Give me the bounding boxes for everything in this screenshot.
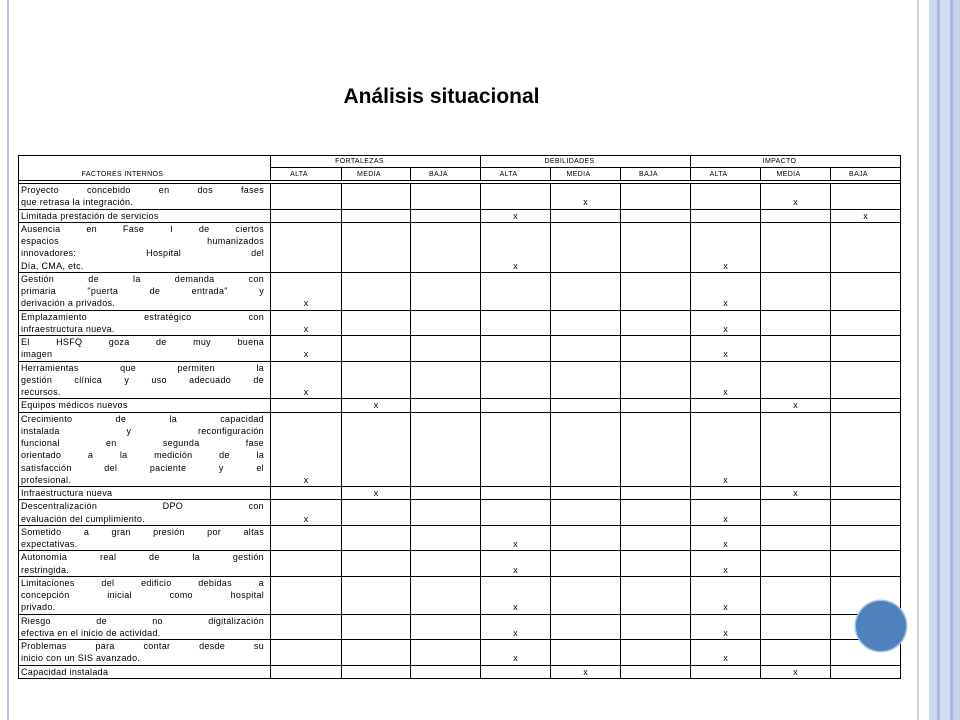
factor-text-line: Día, CMA, etc.	[21, 260, 84, 271]
group-header-fortalezas: FORTALEZAS	[271, 156, 481, 168]
rating-cell-fortalezas-alta	[271, 640, 342, 666]
rating-cell-impacto-baja	[831, 272, 901, 310]
rating-cell-debilidades-baja	[621, 222, 691, 272]
factor-row	[19, 640, 901, 666]
rating-cell-fortalezas-media	[342, 272, 411, 310]
rating-cell-debilidades-alta: x	[481, 614, 551, 640]
factor-row	[19, 614, 901, 640]
factor-row	[19, 272, 901, 310]
rating-cell-debilidades-media	[551, 487, 621, 500]
factor-cell	[19, 361, 271, 399]
rating-cell-impacto-alta: x	[691, 640, 761, 666]
rating-cell-fortalezas-media	[342, 576, 411, 614]
rating-cell-impacto-alta: x	[691, 551, 761, 577]
level-header-fortalezas-baja: BAJA	[411, 168, 481, 181]
rating-cell-debilidades-baja	[621, 640, 691, 666]
rating-cell-debilidades-media	[551, 412, 621, 487]
rating-cell-impacto-alta: x	[691, 222, 761, 272]
rating-cell-impacto-baja	[831, 525, 901, 551]
rating-cell-debilidades-baja	[621, 487, 691, 500]
factor-row	[19, 412, 901, 487]
rating-cell-fortalezas-baja	[411, 576, 481, 614]
rating-cell-impacto-baja	[831, 500, 901, 526]
level-header-debilidades-alta: ALTA	[481, 168, 551, 181]
rating-cell-debilidades-baja	[621, 209, 691, 222]
rating-cell-debilidades-media	[551, 310, 621, 336]
factor-cell	[19, 310, 271, 336]
rating-cell-debilidades-alta	[481, 361, 551, 399]
rating-cell-fortalezas-baja	[411, 614, 481, 640]
factor-text-line: efectiva en el inicio de actividad.	[21, 627, 161, 638]
rating-cell-fortalezas-media	[342, 310, 411, 336]
rating-cell-impacto-alta: x	[691, 500, 761, 526]
factor-text-line: Sometido a gran presión por altas	[21, 526, 264, 537]
factor-row	[19, 525, 901, 551]
rating-cell-impacto-baja	[831, 399, 901, 412]
rating-cell-fortalezas-baja	[411, 310, 481, 336]
rating-cell-impacto-media	[761, 640, 831, 666]
factor-text-line: Limitada prestación de servicios	[21, 210, 159, 221]
rating-cell-debilidades-baja	[621, 184, 691, 210]
rating-cell-impacto-alta	[691, 487, 761, 500]
rating-cell-debilidades-alta	[481, 272, 551, 310]
factor-text-line: Equipos médicos nuevos	[21, 400, 128, 411]
factor-cell	[19, 576, 271, 614]
rating-cell-debilidades-media	[551, 272, 621, 310]
factor-row	[19, 665, 901, 678]
rating-cell-fortalezas-media	[342, 525, 411, 551]
rating-cell-debilidades-media	[551, 614, 621, 640]
rating-cell-fortalezas-alta: x	[271, 336, 342, 362]
level-header-fortalezas-media: MEDIA	[342, 168, 411, 181]
rating-cell-fortalezas-alta	[271, 487, 342, 500]
rating-cell-debilidades-alta	[481, 665, 551, 678]
rating-cell-debilidades-media	[551, 500, 621, 526]
factor-cell	[19, 222, 271, 272]
rating-cell-fortalezas-baja	[411, 272, 481, 310]
factor-cell	[19, 336, 271, 362]
rating-cell-fortalezas-baja	[411, 500, 481, 526]
factor-row	[19, 209, 901, 222]
factor-text-line: gestión clínica y uso adecuado de	[21, 374, 264, 385]
rating-cell-debilidades-media	[551, 209, 621, 222]
rating-cell-impacto-media: x	[761, 665, 831, 678]
right-stripe-decoration	[917, 0, 919, 720]
factor-text-line: funcional en segunda fase	[21, 438, 264, 448]
factor-text-line: satisfacción del paciente y el	[21, 462, 264, 473]
slide-title: Análisis situacional	[343, 85, 540, 108]
rating-cell-fortalezas-alta: x	[271, 361, 342, 399]
factor-text-line: expectativas.	[21, 539, 78, 549]
factor-text-line: innovadores: Hospital del	[21, 248, 264, 259]
rating-cell-debilidades-alta: x	[481, 222, 551, 272]
rating-cell-debilidades-alta	[481, 336, 551, 362]
rating-cell-impacto-baja	[831, 551, 901, 577]
rating-cell-debilidades-alta	[481, 310, 551, 336]
rating-cell-fortalezas-media	[342, 614, 411, 640]
rating-cell-debilidades-alta	[481, 412, 551, 487]
factor-row	[19, 399, 901, 412]
rating-cell-fortalezas-alta: x	[271, 272, 342, 310]
factor-cell	[19, 640, 271, 666]
rating-cell-fortalezas-baja	[411, 222, 481, 272]
rating-cell-debilidades-baja	[621, 551, 691, 577]
rating-cell-fortalezas-media	[342, 209, 411, 222]
level-header-debilidades-baja: BAJA	[621, 168, 691, 181]
rating-cell-debilidades-baja	[621, 500, 691, 526]
rating-cell-debilidades-alta	[481, 184, 551, 210]
factor-text-line: Descentralización DPO con	[21, 501, 264, 512]
rating-cell-fortalezas-alta	[271, 551, 342, 577]
factor-row	[19, 184, 901, 210]
rating-cell-impacto-alta: x	[691, 525, 761, 551]
rating-cell-fortalezas-alta	[271, 399, 342, 412]
factor-cell	[19, 412, 271, 487]
factor-row	[19, 551, 901, 577]
rating-cell-debilidades-baja	[621, 412, 691, 487]
rating-cell-debilidades-media	[551, 525, 621, 551]
factor-row	[19, 222, 901, 272]
rating-cell-impacto-baja	[831, 184, 901, 210]
rating-cell-impacto-alta	[691, 665, 761, 678]
factor-cell	[19, 665, 271, 678]
rating-cell-fortalezas-alta	[271, 209, 342, 222]
rating-cell-impacto-media	[761, 525, 831, 551]
rating-cell-debilidades-alta	[481, 487, 551, 500]
level-header-impacto-baja: BAJA	[831, 168, 901, 181]
rating-cell-impacto-media: x	[761, 399, 831, 412]
factor-text-line: evaluación del cumplimiento.	[21, 513, 145, 524]
rating-cell-impacto-media	[761, 209, 831, 222]
factor-text-line: Autonomía real de la gestión	[21, 552, 264, 563]
rating-cell-debilidades-media	[551, 551, 621, 577]
factor-text-line: primaria "puerta de entrada" y	[21, 286, 264, 296]
rating-cell-debilidades-alta: x	[481, 209, 551, 222]
rating-cell-impacto-media	[761, 614, 831, 640]
rating-cell-fortalezas-media	[342, 336, 411, 362]
factor-text-line: Ausencia en Fase I de ciertos	[21, 223, 264, 234]
factor-row	[19, 336, 901, 362]
rating-cell-fortalezas-alta	[271, 665, 342, 678]
rating-cell-fortalezas-baja	[411, 184, 481, 210]
factor-row	[19, 310, 901, 336]
rating-cell-debilidades-baja	[621, 614, 691, 640]
rating-cell-fortalezas-alta	[271, 525, 342, 551]
rating-cell-fortalezas-media	[342, 640, 411, 666]
factor-text-line: instalada y reconfiguración	[21, 425, 264, 436]
factor-cell	[19, 184, 271, 210]
factor-text-line: orientado a la medición de la	[21, 450, 264, 461]
rating-cell-fortalezas-alta	[271, 222, 342, 272]
rating-cell-debilidades-baja	[621, 576, 691, 614]
rating-cell-impacto-media	[761, 551, 831, 577]
factor-text-line: Herramientas que permiten la	[21, 362, 264, 373]
rating-cell-impacto-alta: x	[691, 576, 761, 614]
rating-cell-fortalezas-media: x	[342, 487, 411, 500]
factor-row	[19, 576, 901, 614]
factor-cell	[19, 614, 271, 640]
factor-text-line: Emplazamiento estratégico con	[21, 311, 264, 322]
factor-cell	[19, 551, 271, 577]
rating-cell-impacto-baja	[831, 336, 901, 362]
rating-cell-debilidades-baja	[621, 272, 691, 310]
rating-cell-impacto-media: x	[761, 487, 831, 500]
factor-text-line: Crecimiento de la capacidad	[21, 413, 264, 424]
rating-cell-fortalezas-baja	[411, 487, 481, 500]
rating-cell-debilidades-baja	[621, 665, 691, 678]
rating-cell-impacto-baja	[831, 222, 901, 272]
factor-row	[19, 361, 901, 399]
rating-cell-fortalezas-baja	[411, 361, 481, 399]
rating-cell-fortalezas-baja	[411, 399, 481, 412]
rating-cell-fortalezas-alta	[271, 576, 342, 614]
rating-cell-impacto-baja	[831, 487, 901, 500]
rating-cell-debilidades-baja	[621, 336, 691, 362]
rating-cell-impacto-alta	[691, 209, 761, 222]
rating-cell-impacto-alta: x	[691, 614, 761, 640]
rating-cell-fortalezas-alta: x	[271, 500, 342, 526]
factor-text-line: Riesgo de no digitalización	[21, 615, 264, 626]
rating-cell-impacto-baja	[831, 665, 901, 678]
factor-cell	[19, 209, 271, 222]
group-header-impacto: IMPACTO	[691, 156, 901, 168]
factor-text-line: restringida.	[21, 564, 70, 575]
factor-text-line: Capacidad instalada	[21, 666, 109, 677]
rating-cell-fortalezas-media	[342, 551, 411, 577]
rating-cell-fortalezas-baja	[411, 551, 481, 577]
rating-cell-debilidades-alta: x	[481, 525, 551, 551]
factor-text-line: Problemas para contar desde su	[21, 641, 264, 651]
factor-text-line: privado.	[21, 602, 56, 613]
rating-cell-debilidades-media	[551, 576, 621, 614]
rating-cell-fortalezas-media	[342, 500, 411, 526]
rating-cell-debilidades-media	[551, 336, 621, 362]
rating-cell-fortalezas-media	[342, 184, 411, 210]
factor-text-line: profesional.	[21, 474, 72, 485]
level-header-debilidades-media: MEDIA	[551, 168, 621, 181]
rating-cell-debilidades-media	[551, 222, 621, 272]
rating-cell-impacto-alta: x	[691, 336, 761, 362]
level-header-impacto-alta: ALTA	[691, 168, 761, 181]
table-body	[19, 184, 901, 679]
rating-cell-fortalezas-baja	[411, 525, 481, 551]
factor-text-line: recursos.	[21, 387, 61, 397]
level-header-fortalezas-alta: ALTA	[271, 168, 342, 181]
rating-cell-impacto-media	[761, 310, 831, 336]
level-header-impacto-media: MEDIA	[761, 168, 831, 181]
rating-cell-impacto-baja	[831, 412, 901, 487]
factor-text-line: Infraestructura nueva	[21, 488, 113, 498]
factor-text-line: El HSFQ goza de muy buena	[21, 337, 264, 347]
factores-internos-header: FACTORES INTERNOS	[19, 156, 271, 181]
rating-cell-fortalezas-media	[342, 222, 411, 272]
factor-text-line: que retrasa la integración.	[21, 197, 134, 208]
rating-cell-debilidades-alta: x	[481, 576, 551, 614]
rating-cell-fortalezas-baja	[411, 640, 481, 666]
factor-cell	[19, 272, 271, 310]
rating-cell-debilidades-alta	[481, 500, 551, 526]
rating-cell-debilidades-media: x	[551, 184, 621, 210]
rating-cell-fortalezas-alta: x	[271, 310, 342, 336]
rating-cell-debilidades-baja	[621, 399, 691, 412]
situational-analysis-table	[18, 155, 901, 679]
rating-cell-debilidades-media	[551, 399, 621, 412]
rating-cell-impacto-alta	[691, 399, 761, 412]
group-header-debilidades: DEBILIDADES	[481, 156, 691, 168]
factor-text-line: derivación a privados.	[21, 298, 116, 309]
rating-cell-debilidades-media	[551, 361, 621, 399]
factor-text-line: Proyecto concebido en dos fases	[21, 185, 264, 195]
rating-cell-debilidades-alta: x	[481, 640, 551, 666]
rating-cell-impacto-media	[761, 222, 831, 272]
right-stripe-decoration	[929, 0, 937, 720]
factor-row	[19, 500, 901, 526]
rating-cell-fortalezas-media: x	[342, 399, 411, 412]
rating-cell-debilidades-baja	[621, 361, 691, 399]
accent-circle	[856, 601, 906, 651]
rating-cell-fortalezas-baja	[411, 665, 481, 678]
rating-cell-impacto-media	[761, 361, 831, 399]
right-stripe-decoration	[953, 0, 960, 720]
factor-text-line: inicio con un SIS avanzado.	[21, 653, 141, 664]
rating-cell-fortalezas-media	[342, 361, 411, 399]
rating-cell-impacto-media	[761, 336, 831, 362]
factor-cell	[19, 399, 271, 412]
rating-cell-fortalezas-baja	[411, 412, 481, 487]
factor-text-line: infraestructura nueva.	[21, 323, 115, 334]
rating-cell-debilidades-media	[551, 640, 621, 666]
rating-cell-fortalezas-media	[342, 412, 411, 487]
factor-cell	[19, 500, 271, 526]
factor-text-line: espacios humanizados	[21, 236, 264, 246]
rating-cell-impacto-alta: x	[691, 412, 761, 487]
factor-cell	[19, 525, 271, 551]
right-stripe-decoration	[940, 0, 950, 720]
rating-cell-impacto-baja	[831, 361, 901, 399]
rating-cell-impacto-media	[761, 576, 831, 614]
rating-cell-fortalezas-baja	[411, 209, 481, 222]
factor-text-line: Gestión de la demanda con	[21, 273, 264, 284]
factor-row	[19, 487, 901, 500]
rating-cell-debilidades-alta: x	[481, 551, 551, 577]
rating-cell-impacto-media	[761, 272, 831, 310]
rating-cell-impacto-alta: x	[691, 361, 761, 399]
rating-cell-impacto-alta: x	[691, 272, 761, 310]
factor-cell	[19, 487, 271, 500]
group-header-row	[19, 156, 901, 168]
rating-cell-debilidades-baja	[621, 310, 691, 336]
rating-cell-impacto-media: x	[761, 184, 831, 210]
rating-cell-fortalezas-alta: x	[271, 412, 342, 487]
rating-cell-debilidades-baja	[621, 525, 691, 551]
rating-cell-fortalezas-alta	[271, 614, 342, 640]
rating-cell-impacto-baja: x	[831, 209, 901, 222]
rating-cell-fortalezas-media	[342, 665, 411, 678]
rating-cell-impacto-media	[761, 500, 831, 526]
factor-text-line: Limitaciones del edificio debidas a	[21, 577, 264, 588]
rating-cell-impacto-alta	[691, 184, 761, 210]
factor-text-line: imagen	[21, 349, 53, 360]
rating-cell-impacto-media	[761, 412, 831, 487]
rating-cell-fortalezas-alta	[271, 184, 342, 210]
rating-cell-debilidades-alta	[481, 399, 551, 412]
rating-cell-impacto-baja	[831, 310, 901, 336]
rating-cell-impacto-alta: x	[691, 310, 761, 336]
factor-text-line: concepción inicial como hospital	[21, 590, 264, 600]
rating-cell-debilidades-media: x	[551, 665, 621, 678]
rating-cell-fortalezas-baja	[411, 336, 481, 362]
